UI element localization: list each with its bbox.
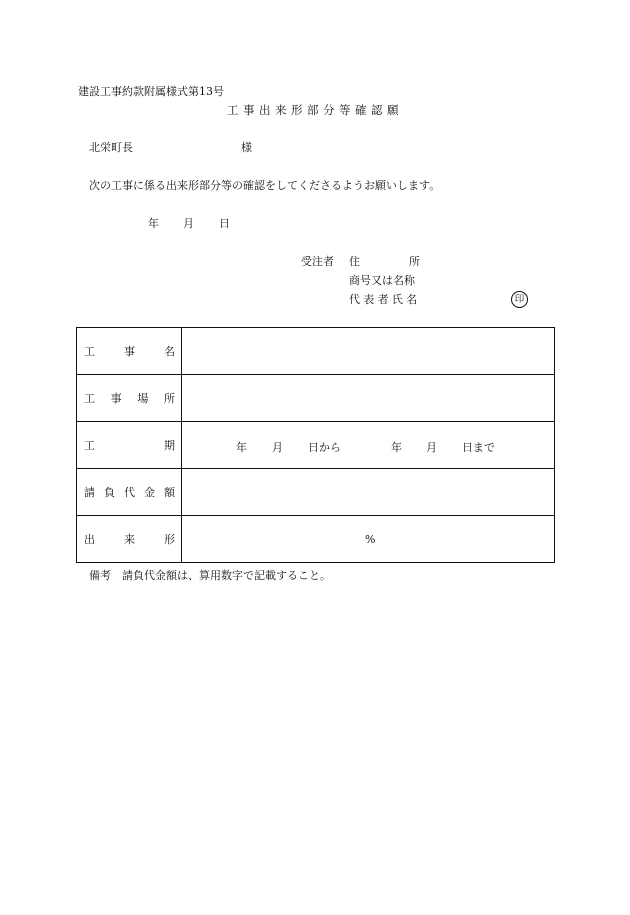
label-char: 工 bbox=[84, 345, 95, 358]
period-end-year: 年 bbox=[391, 441, 402, 454]
contractor-label: 受注者 bbox=[301, 255, 334, 268]
seal-icon: 印 bbox=[511, 291, 528, 308]
period-start-day: 日から bbox=[308, 441, 341, 454]
contract-amount-field[interactable] bbox=[182, 469, 555, 516]
table-row bbox=[77, 375, 555, 422]
label-char: 来 bbox=[124, 533, 135, 546]
remark-note: 備考 請負代金額は、算用数字で記載すること。 bbox=[89, 569, 331, 582]
address-label-char: 住 bbox=[349, 255, 360, 268]
table-row bbox=[77, 469, 555, 516]
company-name-label: 商号又は名称 bbox=[349, 274, 415, 287]
label-char: 事 bbox=[110, 392, 122, 405]
date-year-label: 年 bbox=[148, 217, 159, 230]
row-label-project-location bbox=[77, 375, 182, 422]
form-number: 建設工事約款附属様式第13号 bbox=[78, 85, 224, 98]
label-char: 負 bbox=[104, 486, 115, 499]
row-label-project-name bbox=[77, 328, 182, 375]
date-month-label: 月 bbox=[183, 217, 194, 230]
table-row bbox=[77, 328, 555, 375]
label-char: 額 bbox=[164, 486, 175, 499]
label-char: 場 bbox=[137, 392, 149, 405]
period-end-month: 月 bbox=[426, 441, 437, 454]
table-row bbox=[77, 422, 555, 469]
form-title: 工事出来形部分等確認願 bbox=[227, 103, 403, 117]
label-char: 所 bbox=[163, 392, 175, 405]
address-label-char: 所 bbox=[409, 255, 420, 268]
label-char: 工 bbox=[84, 439, 95, 452]
label-char: 代 bbox=[124, 486, 135, 499]
date-day-label: 日 bbox=[219, 217, 230, 230]
details-table bbox=[76, 327, 555, 563]
table-row bbox=[77, 516, 555, 563]
period-start-month: 月 bbox=[272, 441, 283, 454]
percent-unit: % bbox=[365, 533, 376, 546]
label-char: 事 bbox=[124, 345, 135, 358]
label-char: 形 bbox=[164, 533, 175, 546]
label-char: 工 bbox=[84, 392, 95, 405]
addressee-name: 北栄町長 bbox=[89, 141, 133, 154]
row-label-construction-period bbox=[77, 422, 182, 469]
construction-period-field[interactable] bbox=[182, 422, 555, 469]
label-char: 名 bbox=[164, 345, 175, 358]
label-char: 請 bbox=[84, 486, 95, 499]
project-location-field[interactable] bbox=[182, 375, 555, 422]
row-label-contract-amount bbox=[77, 469, 182, 516]
addressee-honorific: 様 bbox=[241, 141, 252, 154]
row-label-completed-portion bbox=[77, 516, 182, 563]
label-char: 期 bbox=[164, 439, 175, 452]
period-start-year: 年 bbox=[236, 441, 247, 454]
period-end-day: 日まで bbox=[462, 441, 495, 454]
representative-name-label: 代表者氏名 bbox=[349, 293, 421, 306]
request-statement: 次の工事に係る出来形部分等の確認をしてくださるようお願いします。 bbox=[89, 179, 441, 192]
label-char: 金 bbox=[144, 486, 155, 499]
project-name-field[interactable] bbox=[182, 328, 555, 375]
completed-portion-field[interactable] bbox=[182, 516, 555, 563]
label-char: 出 bbox=[84, 533, 95, 546]
